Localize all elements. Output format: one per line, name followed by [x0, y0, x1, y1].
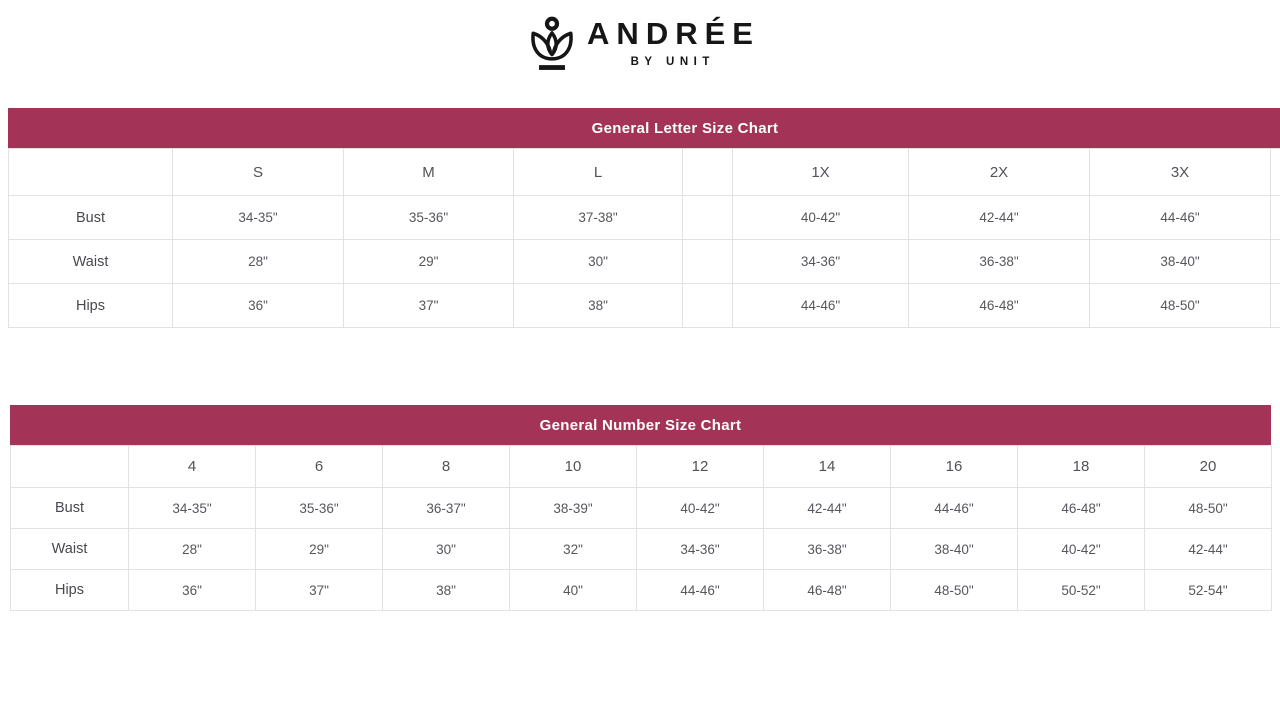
measurement-cell: 29": [344, 240, 514, 284]
measurement-row: [11, 570, 1272, 611]
measurement-row: [9, 240, 1280, 284]
measurement-cell: 40-42": [1018, 529, 1145, 570]
measurement-cell: 38": [383, 570, 510, 611]
brand-wordmark: [587, 16, 760, 68]
number-chart-title: General Number Size Chart: [539, 416, 742, 434]
measurement-cell: 48-50": [1145, 488, 1272, 529]
size-column-header: 2X: [909, 149, 1090, 196]
measurement-label: Waist: [9, 240, 173, 284]
measurement-row: [9, 284, 1280, 328]
measurement-cell: [1271, 196, 1280, 240]
size-column-header: 8: [383, 446, 510, 488]
number-size-table: [10, 445, 1272, 611]
size-column-header: 1X: [733, 149, 909, 196]
measurement-cell: 37": [344, 284, 514, 328]
measurement-label: Hips: [11, 570, 129, 611]
measurement-cell: 37": [256, 570, 383, 611]
measurement-cell: 36-37": [383, 488, 510, 529]
measurement-cell: 34-35": [173, 196, 344, 240]
measurement-cell: 28": [129, 529, 256, 570]
measurement-cell: 28": [173, 240, 344, 284]
measurement-label: Waist: [11, 529, 129, 570]
measurement-row: [11, 488, 1272, 529]
measurement-cell: 36-38": [909, 240, 1090, 284]
measurement-row: [11, 529, 1272, 570]
measurement-cell: 42-44": [909, 196, 1090, 240]
measurement-cell: 38-39": [510, 488, 637, 529]
measurement-cell: 46-48": [1018, 488, 1145, 529]
measurement-cell: 36": [173, 284, 344, 328]
measurement-cell: [1271, 240, 1280, 284]
size-column-header: S: [173, 149, 344, 196]
letter-chart-title-band: [8, 108, 1280, 148]
measurement-cell: 46-48": [909, 284, 1090, 328]
measurement-cell: 46-48": [764, 570, 891, 611]
measurement-cell: 38-40": [1090, 240, 1271, 284]
brand-name: ANDRÉE: [587, 16, 760, 51]
size-column-header: 6: [256, 446, 383, 488]
measurement-cell: [1271, 284, 1280, 328]
size-column-header: M: [344, 149, 514, 196]
measurement-cell: 44-46": [637, 570, 764, 611]
measurement-cell: [683, 196, 733, 240]
measurement-cell: 52-54": [1145, 570, 1272, 611]
measurement-cell: 38-40": [891, 529, 1018, 570]
measurement-cell: 36-38": [764, 529, 891, 570]
measurement-cell: 40-42": [637, 488, 764, 529]
measurement-cell: [683, 240, 733, 284]
measurement-label: Hips: [9, 284, 173, 328]
size-column-header: [1271, 149, 1280, 196]
measurement-cell: 48-50": [1090, 284, 1271, 328]
measurement-cell: 44-46": [733, 284, 909, 328]
row-label-header: [9, 149, 173, 196]
measurement-cell: 42-44": [1145, 529, 1272, 570]
measurement-cell: 30": [383, 529, 510, 570]
size-header-row: [9, 149, 1280, 196]
measurement-cell: [683, 284, 733, 328]
brand-logo: [0, 13, 1280, 73]
measurement-cell: 29": [256, 529, 383, 570]
measurement-cell: 34-36": [637, 529, 764, 570]
measurement-cell: 35-36": [344, 196, 514, 240]
letter-size-table: [8, 148, 1280, 328]
measurement-cell: 38": [514, 284, 683, 328]
number-size-chart: [10, 405, 1271, 611]
measurement-cell: 37-38": [514, 196, 683, 240]
measurement-label: Bust: [11, 488, 129, 529]
size-column-header: 3X: [1090, 149, 1271, 196]
size-column-header: 10: [510, 446, 637, 488]
brand-tagline: BY UNIT: [630, 56, 715, 68]
number-chart-title-band: [10, 405, 1271, 445]
size-header-row: [11, 446, 1272, 488]
measurement-cell: 34-35": [129, 488, 256, 529]
size-column-header: 14: [764, 446, 891, 488]
measurement-cell: 40-42": [733, 196, 909, 240]
measurement-cell: 42-44": [764, 488, 891, 529]
measurement-cell: 30": [514, 240, 683, 284]
measurement-cell: 48-50": [891, 570, 1018, 611]
letter-size-chart: [8, 108, 1280, 328]
measurement-cell: 35-36": [256, 488, 383, 529]
size-column-header: 18: [1018, 446, 1145, 488]
letter-chart-title: General Letter Size Chart: [591, 119, 779, 137]
size-column-header: 12: [637, 446, 764, 488]
measurement-label: Bust: [9, 196, 173, 240]
size-column-header: L: [514, 149, 683, 196]
measurement-cell: 44-46": [891, 488, 1018, 529]
size-column-header: [683, 149, 733, 196]
measurement-cell: 50-52": [1018, 570, 1145, 611]
size-column-header: 4: [129, 446, 256, 488]
size-column-header: 16: [891, 446, 1018, 488]
measurement-cell: 36": [129, 570, 256, 611]
measurement-cell: 44-46": [1090, 196, 1271, 240]
measurement-cell: 34-36": [733, 240, 909, 284]
tulip-flower-icon: [527, 13, 577, 73]
size-column-header: 20: [1145, 446, 1272, 488]
measurement-cell: 32": [510, 529, 637, 570]
measurement-row: [9, 196, 1280, 240]
measurement-cell: 40": [510, 570, 637, 611]
row-label-header: [11, 446, 129, 488]
